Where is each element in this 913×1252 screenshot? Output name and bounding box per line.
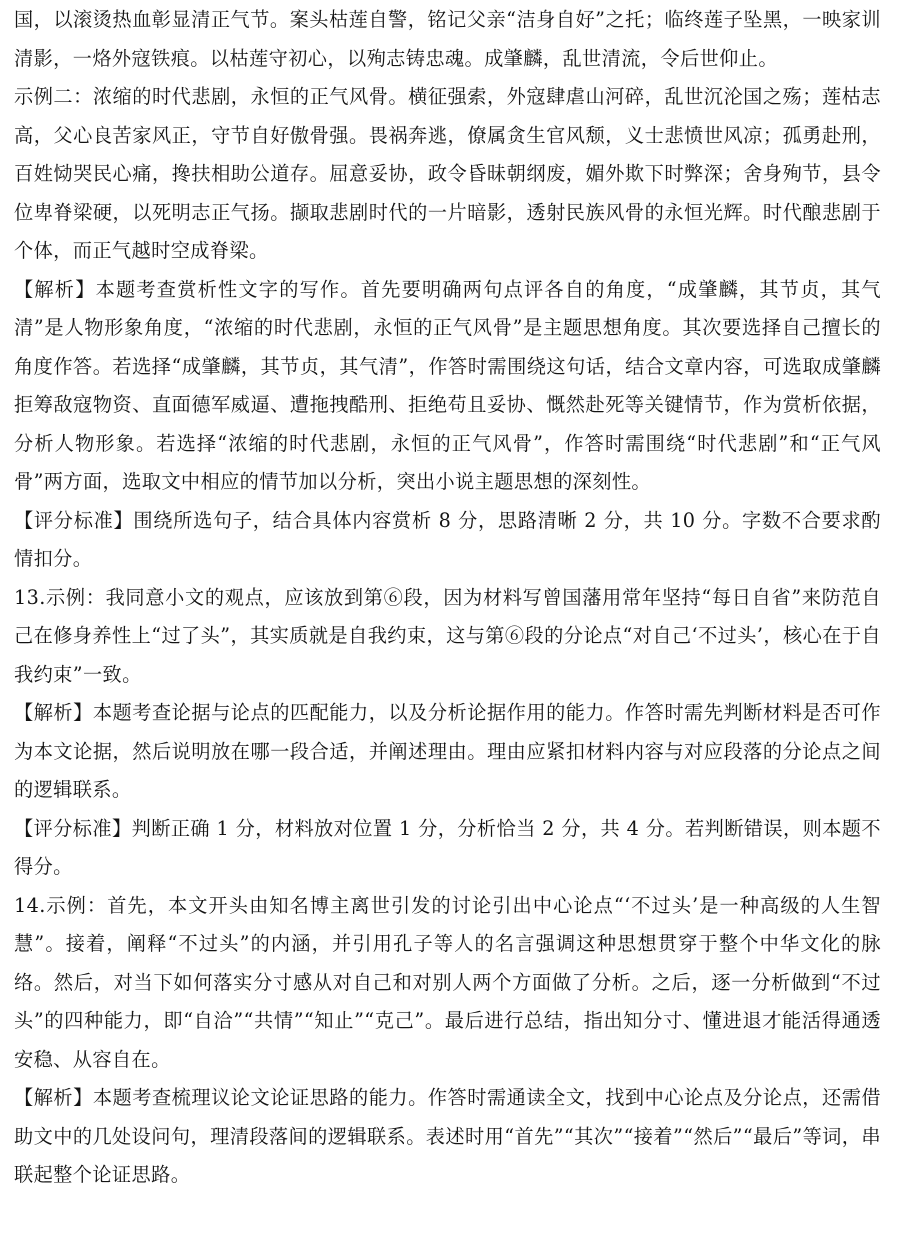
answer-paragraph-example-two: 示例二：浓缩的时代悲剧，永恒的正气风骨。横征强索，外寇肆虐山河碎，乱世沉沦国之殇；莲枯志高，父心良苦家风正，守节自好傲骨强。畏祸奔逃，僚属贪生官风颓，义士悲愤世风凉；孤勇赴刑，百姓恸哭民心痛，搀扶相助公道存。屈意妥协，政令昏昧朝纲废，媚外欺下时弊深；舍身殉节，县令位卑脊梁硬，以死明志正气扬。撷取悲剧时代的一片暗影，透射民族风骨的永恒光辉。时代酿悲剧于个体，而正气越时空成脊梁。 [14,85,881,262]
scoring-paragraph-q13: 【评分标准】判断正确 1 分，材料放对位置 1 分，分析恰当 2 分，共 4 分。若判断错误，则本题不得分。 [14,816,881,878]
analysis-paragraph-q12: 【解析】本题考查赏析性文字的写作。首先要明确两句点评各自的角度，“成肇麟，其节贞，其气清”是人物形象角度，“浓缩的时代悲剧，永恒的正气风骨”是主题思想角度。其次要选择自己擅长的角度作答。若选择“成肇麟，其节贞，其气清”，作答时需围绕这句话，结合文章内容，可选取成肇麟拒筹敌寇物资、直面德军威逼、遭拖拽酷刑、拒绝苟且妥协、慨然赴死等关键情节，作为赏析依据，分析人物形象。若选择“浓缩的时代悲剧，永恒的正气风骨”，作答时需围绕“时代悲剧”和“正气风骨”两方面，选取文中相应的情节加以分析，突出小说主题思想的深刻性。 [14,277,881,493]
scoring-paragraph-q12: 【评分标准】围绕所选句子，结合具体内容赏析 8 分，思路清晰 2 分，共 10 分。字数不合要求酌情扣分。 [14,508,881,570]
answer-paragraph-q13: 13.示例：我同意小文的观点，应该放到第⑥段，因为材料写曾国藩用常年坚持“每日自省”来防范自己在修身养性上“过了头”，其实质就是自我约束，这与第⑥段的分论点“对自己‘不过头’，核心在于自我约束”一致。 [14,585,881,686]
analysis-paragraph-q14: 【解析】本题考查梳理议论文论证思路的能力。作答时需通读全文，找到中心论点及分论点，还需借助文中的几处设问句，理清段落间的逻辑联系。表述时用“首先”“其次”“接着”“然后”“最后”等词，串联起整个论证思路。 [14,1086,881,1186]
analysis-paragraph-q13: 【解析】本题考查论据与论点的匹配能力，以及分析论据作用的能力。作答时需先判断材料是否可作为本文论据，然后说明放在哪一段合适，并阐述理由。理由应紧扣材料内容与对应段落的分论点之间的逻辑联系。 [14,701,881,801]
answer-paragraph-example-one-ending: 国，以滚烫热血彰显清正气节。案头枯莲自警，铭记父亲“洁身自好”之托；临终莲子坠黑，一映家训清影，一烙外寇铁痕。以枯莲守初心，以殉志铸忠魂。成肇麟，乱世清流，令后世仰止。 [14,8,881,70]
answer-paragraph-q14: 14.示例：首先，本文开头由知名博主离世引发的讨论引出中心论点“‘不过头’是一种高级的人生智慧”。接着，阐释“不过头”的内涵，并引用孔子等人的名言强调这种思想贯穿于整个中华文化的脉络。然后，对当下如何落实分寸感从对自己和对别人两个方面做了分析。之后，逐一分析做到“不过头”的四种能力，即“自洽”“共情”“知止”“克己”。最后进行总结，指出知分寸、懂进退才能活得通透安稳、从容自在。 [14,893,881,1071]
